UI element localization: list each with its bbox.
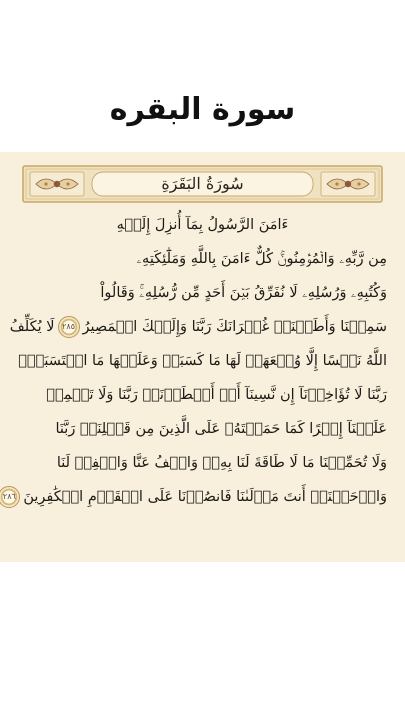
- surah-name: سُورَةُ البَقَرَةِ: [161, 174, 244, 193]
- floral-rosette-icon: [30, 172, 84, 196]
- floral-rosette-icon: [321, 172, 375, 196]
- verse-line: [18, 412, 387, 446]
- verse-text: عَلَيۡنَآ إِصۡرًا كَمَا حَمَلۡتَهُۥ عَلَى الَّذِينَ مِن قَبۡلِنَاۚ رَبَّنَا: [55, 421, 387, 437]
- screen-title: سورة البقره: [109, 92, 296, 127]
- verse-text: وَكُتُبِهِۦ وَرُسُلِهِۦ لَا نُفَرِّقُ بَيۡنَ أَحَدٍ مِّن رُّسُلِهِۦۚ وَقَالُواْ: [100, 285, 387, 301]
- verse-line: [18, 276, 387, 310]
- verse-text: سَمِعۡنَا وَأَطَعۡنَاۖ غُفۡرَانَكَ رَبَّنَا وَإِلَيۡكَ الۡمَصِيرُ: [82, 319, 387, 335]
- verse-line: [18, 446, 387, 480]
- verse-text: مِن رَّبِّهِۦ وَالۡمُؤۡمِنُونَۚ كُلٌّ ءَامَنَ بِاللَّهِ وَمَلَٰٓئِكَتِهِۦ: [136, 251, 387, 267]
- ayah-end-marker-icon: ٢٨٦: [0, 486, 20, 508]
- verse-line: [18, 242, 387, 276]
- verse-line: [2, 480, 387, 514]
- verse-text: وَلَا تُحَمِّلۡنَا مَا لَا طَاقَةَ لَنَا بِهِۦۖ وَاعۡفُ عَنَّا وَاغۡفِرۡ لَنَا: [56, 455, 387, 471]
- verse-text: ءَامَنَ الرَّسُولُ بِمَآ أُنزِلَ إِلَيۡهِ: [116, 217, 289, 233]
- verse-line: [18, 208, 387, 242]
- verse-text: لَا يُكَلِّفُ: [9, 319, 55, 335]
- surah-header-frame: [22, 165, 383, 203]
- verse-text: وَارۡحَمۡنَآۚ أَنتَ مَوۡلَىٰنَا فَانصُرۡنَا عَلَى الۡقَوۡمِ الۡكَٰفِرِينَ: [23, 489, 387, 505]
- verse-lines: [2, 208, 387, 514]
- verse-line: [9, 310, 387, 344]
- verse-text: رَبَّنَا لَا تُؤَاخِذۡنَآ إِن نَّسِينَآ أَوۡ أَخۡطَأۡنَاۚ رَبَّنَا وَلَا تَحۡمِلۡ: [46, 387, 387, 403]
- verse-line: [18, 344, 387, 378]
- mushaf-page: [0, 152, 405, 562]
- verse-text: اللَّهُ نَفۡسًا إِلَّا وُسۡعَهَاۚ لَهَا مَا كَسَبَتۡ وَعَلَيۡهَا مَا اكۡتَسَبَتۡۗ: [18, 353, 387, 369]
- verse-line: [18, 378, 387, 412]
- ayah-end-marker-icon: ٢٨٥: [58, 316, 80, 338]
